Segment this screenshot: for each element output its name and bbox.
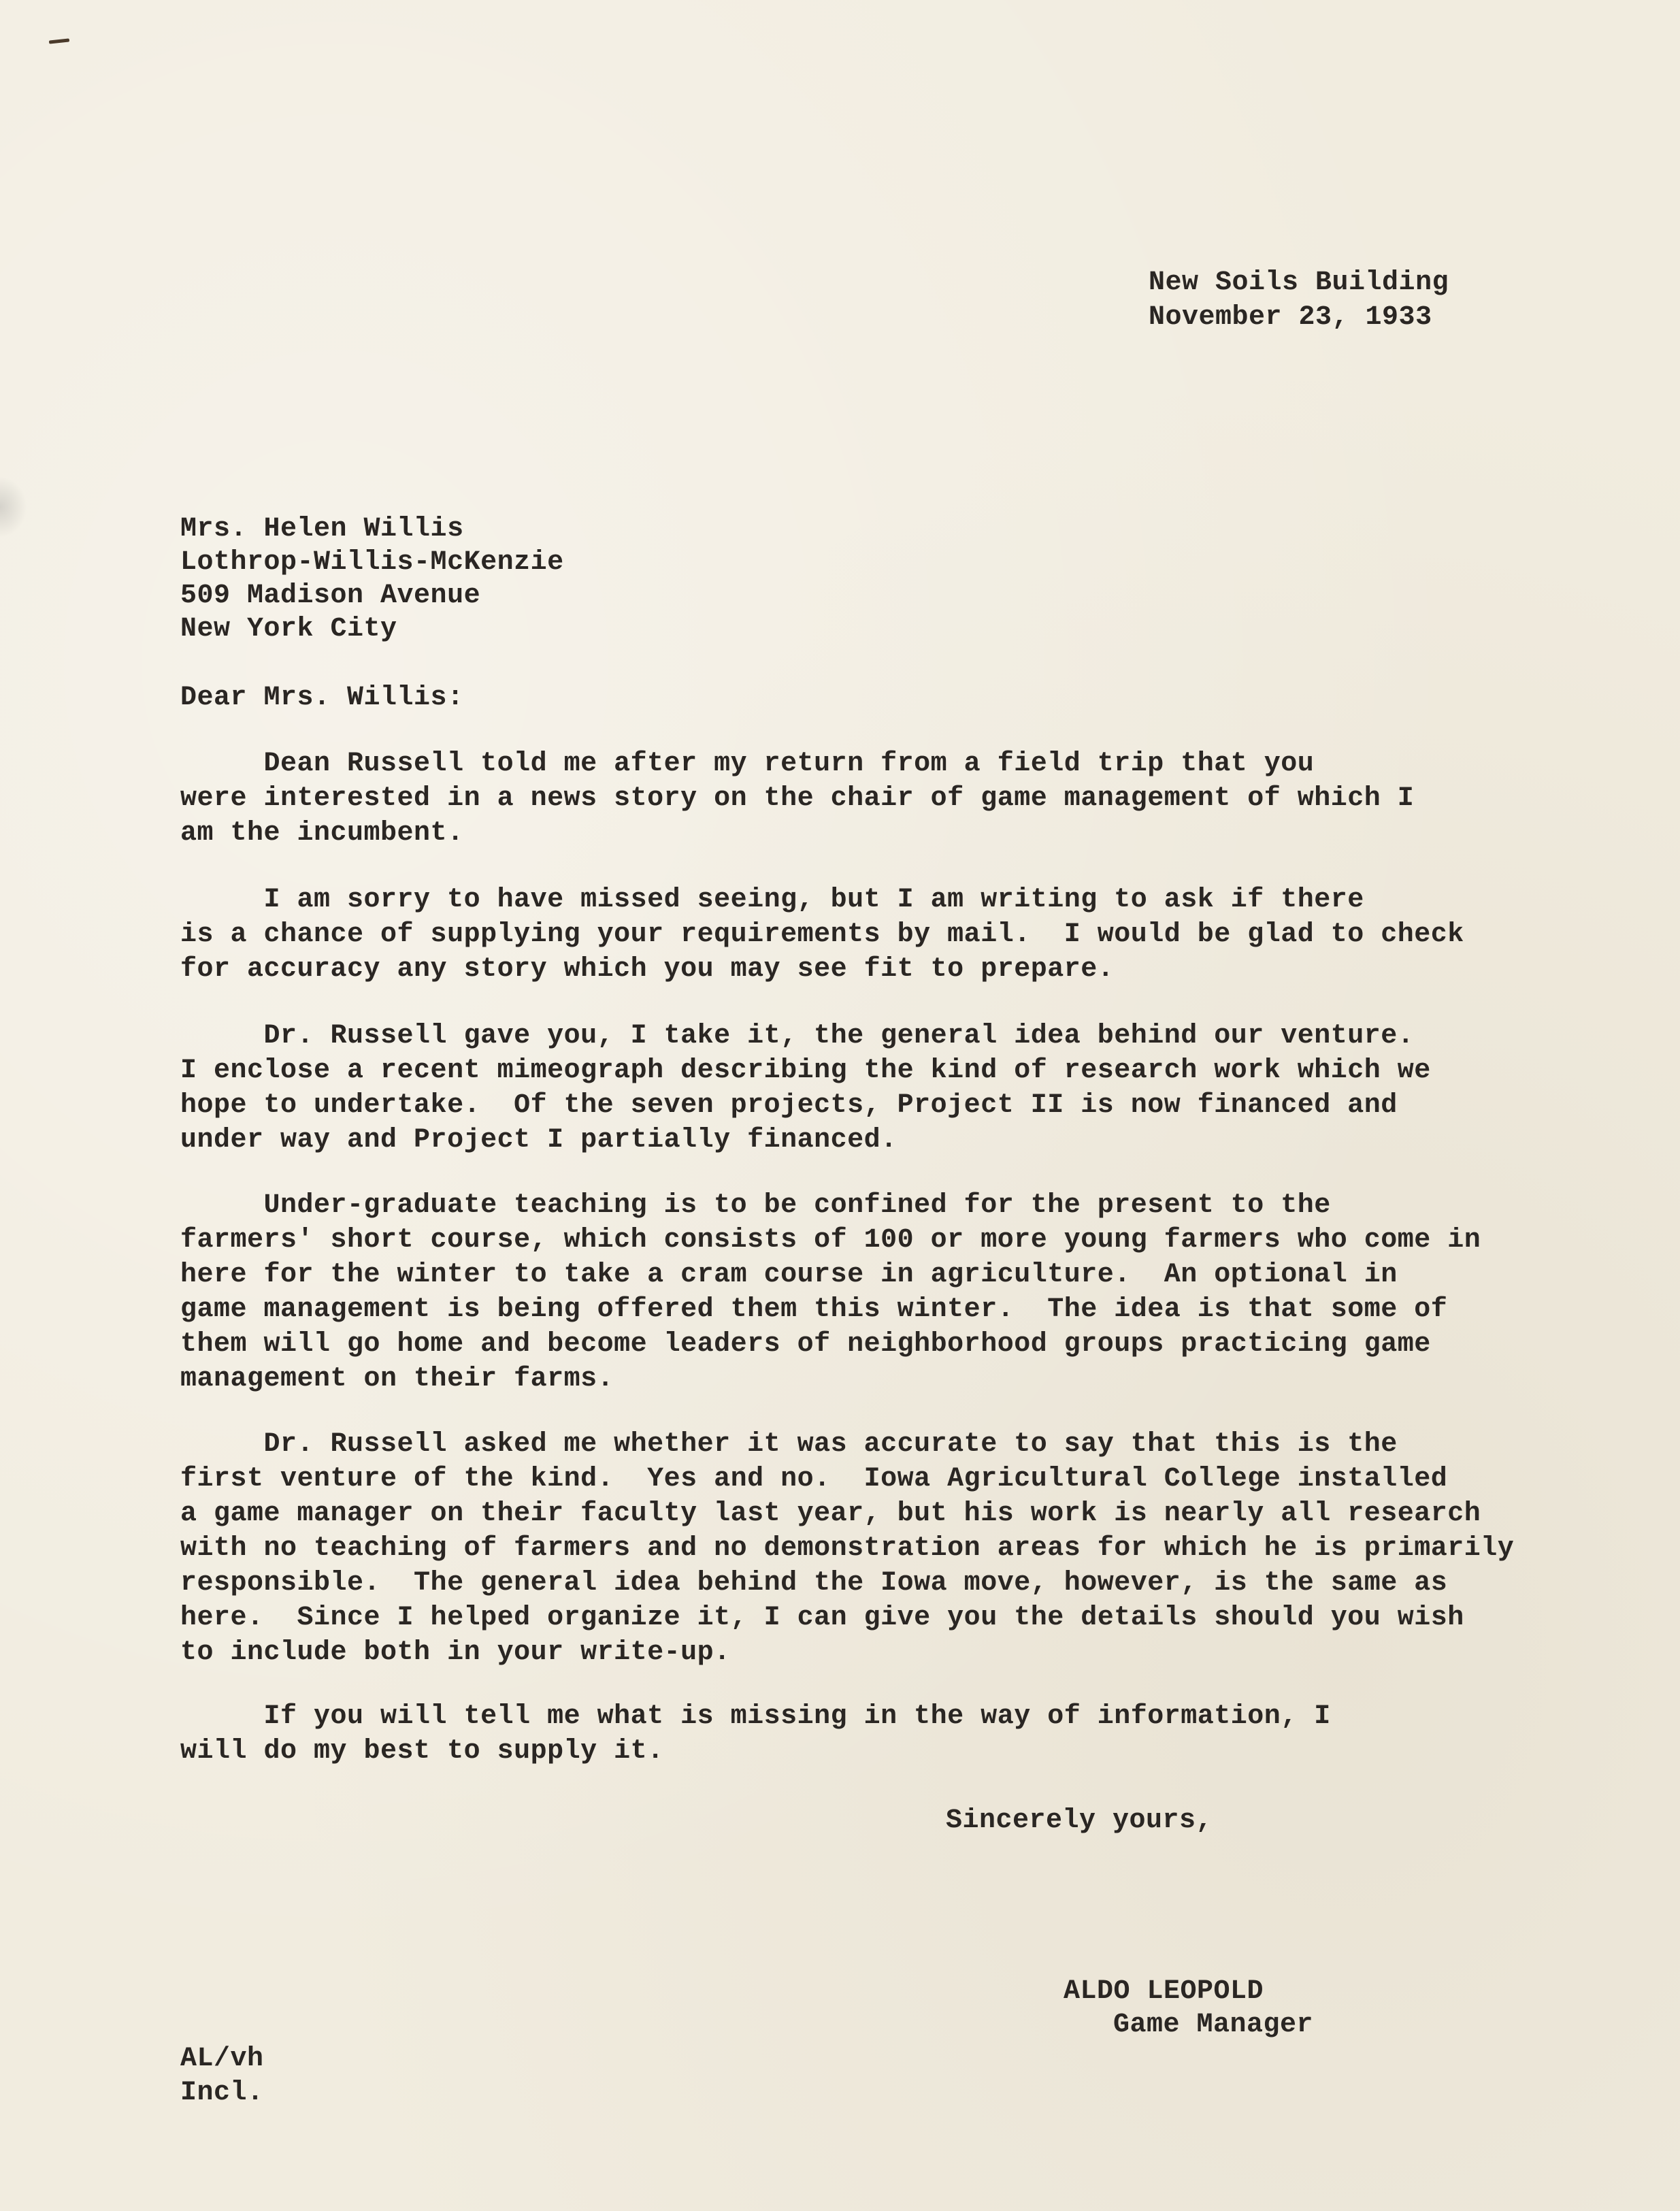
paragraph-line: a game manager on their faculty last year, but his work is nearly all research	[180, 1498, 1481, 1529]
paragraph-line: them will go home and become leaders of neighborhood groups practicing game	[180, 1329, 1431, 1360]
paragraph-line: is a chance of supplying your requirements by mail. I would be glad to check	[180, 919, 1464, 950]
paragraph-line: farmers' short course, which consists of 100 or more young farmers who come in	[180, 1225, 1481, 1256]
body-paragraph-5	[180, 1427, 1514, 1670]
body-paragraph-1	[180, 747, 1414, 851]
body-paragraph-3	[180, 1019, 1431, 1158]
closing: Sincerely yours,	[946, 1805, 1213, 1836]
paragraph-line: management on their farms.	[180, 1364, 614, 1394]
paragraph-line: first venture of the kind. Yes and no. Iowa Agricultural College installed	[180, 1464, 1448, 1494]
paper-smudge	[0, 476, 27, 538]
paragraph-line: I enclose a recent mimeograph describing the kind of research work which we	[180, 1055, 1431, 1086]
paragraph-line: for accuracy any story which you may see fit to prepare.	[180, 954, 1115, 985]
paragraph-line: Under-graduate teaching is to be confined for the present to the	[180, 1190, 1331, 1221]
body-paragraph-2	[180, 883, 1464, 987]
paper-mark	[49, 38, 69, 44]
paragraph-line: will do my best to supply it.	[180, 1736, 664, 1767]
letter-date: November 23, 1933	[1149, 302, 1432, 333]
paragraph-line: Dean Russell told me after my return from a field trip that you	[180, 749, 1315, 779]
letterhead-place: New Soils Building	[1149, 267, 1449, 298]
paragraph-line: here for the winter to take a cram course in agriculture. An optional in	[180, 1260, 1398, 1290]
paragraph-line: to include both in your write-up.	[180, 1637, 731, 1668]
paragraph-line: here. Since I helped organize it, I can give you the details should you wish	[180, 1603, 1464, 1633]
paragraph-line: with no teaching of farmers and no demonstration areas for which he is primarily	[180, 1533, 1515, 1564]
signature-name: ALDO LEOPOLD	[1064, 1976, 1264, 2007]
recipient-city: New York City	[180, 614, 397, 644]
recipient-name: Mrs. Helen Willis	[180, 514, 464, 544]
body-paragraph-4	[180, 1188, 1481, 1396]
paragraph-line: Dr. Russell asked me whether it was accurate to say that this is the	[180, 1429, 1398, 1460]
enclosure-note: Incl.	[180, 2078, 264, 2108]
paragraph-line: hope to undertake. Of the seven projects, Project II is now financed and	[180, 1090, 1398, 1121]
paragraph-line: Dr. Russell gave you, I take it, the general idea behind our venture.	[180, 1021, 1415, 1051]
paragraph-line: were interested in a news story on the chair of game management of which I	[180, 783, 1415, 814]
paragraph-line: game management is being offered them this winter. The idea is that some of	[180, 1294, 1448, 1325]
signature-title: Game Manager	[1113, 2010, 1314, 2040]
paragraph-line: If you will tell me what is missing in the way of information, I	[180, 1701, 1331, 1732]
paragraph-line: responsible. The general idea behind the Iowa move, however, is the same as	[180, 1568, 1448, 1599]
salutation: Dear Mrs. Willis:	[180, 683, 464, 713]
paragraph-line: I am sorry to have missed seeing, but I am writing to ask if there	[180, 885, 1364, 915]
recipient-company: Lothrop-Willis-McKenzie	[180, 547, 564, 578]
recipient-street: 509 Madison Avenue	[180, 580, 481, 611]
reference-initials: AL/vh	[180, 2044, 264, 2074]
paragraph-line: am the incumbent.	[180, 818, 464, 849]
paragraph-line: under way and Project I partially financed.	[180, 1125, 897, 1156]
body-paragraph-6	[180, 1699, 1331, 1769]
